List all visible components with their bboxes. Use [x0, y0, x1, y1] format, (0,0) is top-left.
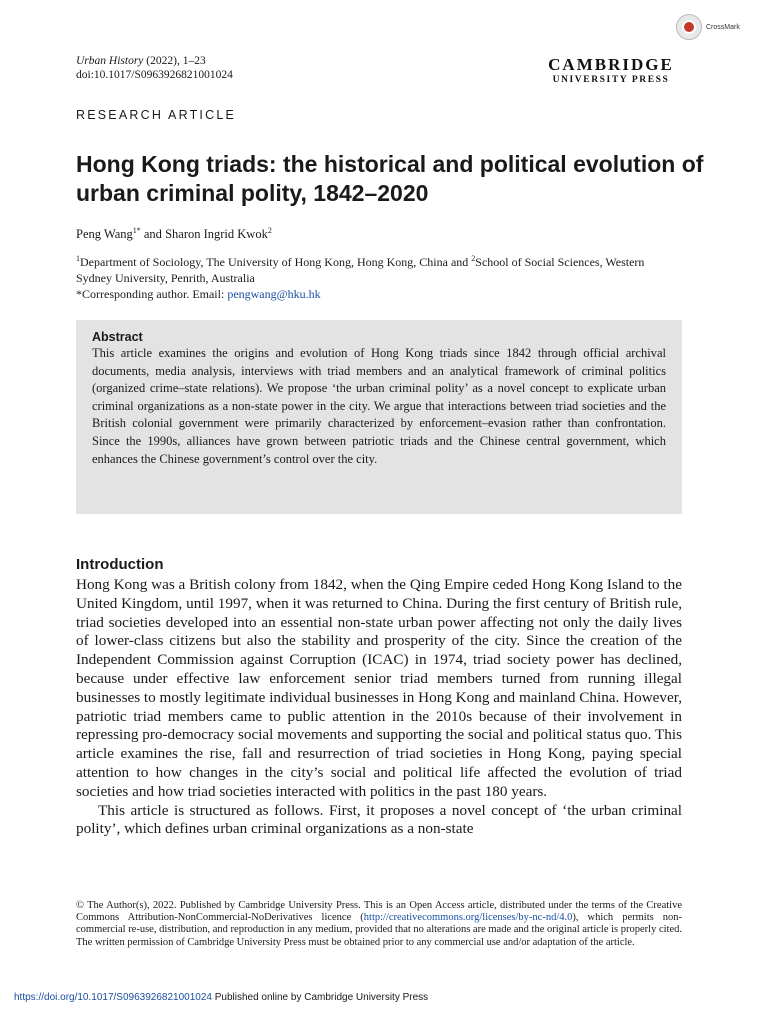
crossmark-button[interactable]: [676, 14, 740, 40]
license-footnote: [76, 900, 682, 949]
corresponding-email-link[interactable]: pengwang@hku.hk: [227, 287, 321, 301]
author-superscript: 2: [267, 226, 272, 235]
abstract-box: [76, 320, 682, 514]
doi-footer: [14, 992, 428, 1003]
abstract-heading: Abstract: [92, 330, 143, 344]
affiliation-superscript: 2: [471, 254, 476, 263]
article-title: Hong Kong triads: the historical and political evolution of urban criminal polity, 1842–2020: [76, 151, 704, 206]
publisher-logo-line2: UNIVERSITY PRESS: [552, 75, 670, 85]
introduction-body: [76, 576, 682, 839]
author-list: [76, 226, 272, 242]
journal-year-pages: (2022), 1–23: [143, 55, 206, 67]
license-text: © The Author(s), 2022. Published by Cambridge University Press. This is an Open Access article, distributed under the terms of the Creative Commons Attribution-NonCommercial-NoDerivatives licence (: [76, 900, 682, 924]
author-name: Peng Wang: [76, 227, 133, 242]
article-type: RESEARCH ARTICLE: [76, 108, 237, 122]
body-paragraph: This article is structured as follows. First, it proposes a novel concept of ‘the urban criminal polity’, which defines urban criminal organizations as a non-state: [76, 801, 682, 838]
journal-doi: doi:10.1017/S0963926821001024: [76, 69, 233, 81]
author-connector: and: [140, 227, 166, 242]
doi-link[interactable]: https://doi.org/10.1017/S0963926821001024: [14, 992, 212, 1003]
affiliation-text: Department of Sociology, The University of Hong Kong, Hong Kong, China and: [80, 255, 472, 269]
published-online-text: Published online by Cambridge University Press: [211, 992, 429, 1003]
crossmark-label: CrossMark: [706, 23, 740, 31]
affiliation-text: School of Social Sciences, Western Sydney University, Penrith, Australia: [76, 255, 645, 285]
journal-citation: [76, 54, 233, 82]
body-paragraph: Hong Kong was a British colony from 1842, when the Qing Empire ceded Hong Kong Island to the United Kingdom, until 1997, when it was returned to China. During the first century of British rule, triad societies developed into an essential non-state urban power affecting not only the daily lives of lower-class citizens but also the stability and prosperity of the city. Since the creation of the Independent Commission against Corruption (ICAC) in 1974, triad society power has declined, because under effective law enforcement senior triad members turned from running illegal businesses to mostly legitimate individual businesses in Hong Kong and mainland China. However, patriotic triad members came to public attention in the 2010s because of their involvement in repressing pro-democracy social movements and supporting the social and political status quo. This article examines the rise, fall and resurrection of triad societies in Hong Kong, paying special attention to how changes in the city’s social and political life affected the evolution of triad societies and how triad societies interacted with politics in the past 180 years.: [76, 576, 682, 800]
affiliation-superscript: 1: [76, 254, 80, 263]
author-name: Sharon Ingrid Kwok: [165, 227, 268, 242]
crossmark-icon: [676, 14, 702, 40]
journal-name: Urban History: [76, 55, 144, 67]
publisher-logo: [540, 56, 682, 86]
author-superscript: 1*: [132, 226, 141, 235]
affiliations: [76, 251, 682, 302]
license-text: ), which permits non-commercial re-use, distribution, and reproduction in any medium, provided that no alterations are made and the original article is properly cited. The written permission of Cambridge University Press must be obtained prior to any commercial use and/or adaptation of the article.: [76, 912, 682, 948]
corresponding-author-label: *Corresponding author. Email:: [76, 287, 228, 301]
abstract-text: This article examines the origins and evolution of Hong Kong triads since 1842 through official archival documents, media analysis, interviews with triad members and an analytical framework of criminal politics (organized crime–state relations). We propose ‘the urban criminal polity’ as a novel concept to explicate urban criminal organizations as a non-state power in the city. We argue that interactions between triad societies and the British colonial government were primarily characterized by enforcement–evasion rather than confrontation. Since the 1990s, alliances have grown between patriotic triads and the Chinese central government, which enhances the Chinese government’s control over the city.: [92, 346, 666, 466]
publisher-logo-line1: CAMBRIDGE: [548, 55, 674, 74]
introduction-heading: Introduction: [76, 556, 164, 573]
license-link[interactable]: http://creativecommons.org/licenses/by-nc-nd/4.0: [363, 912, 573, 924]
